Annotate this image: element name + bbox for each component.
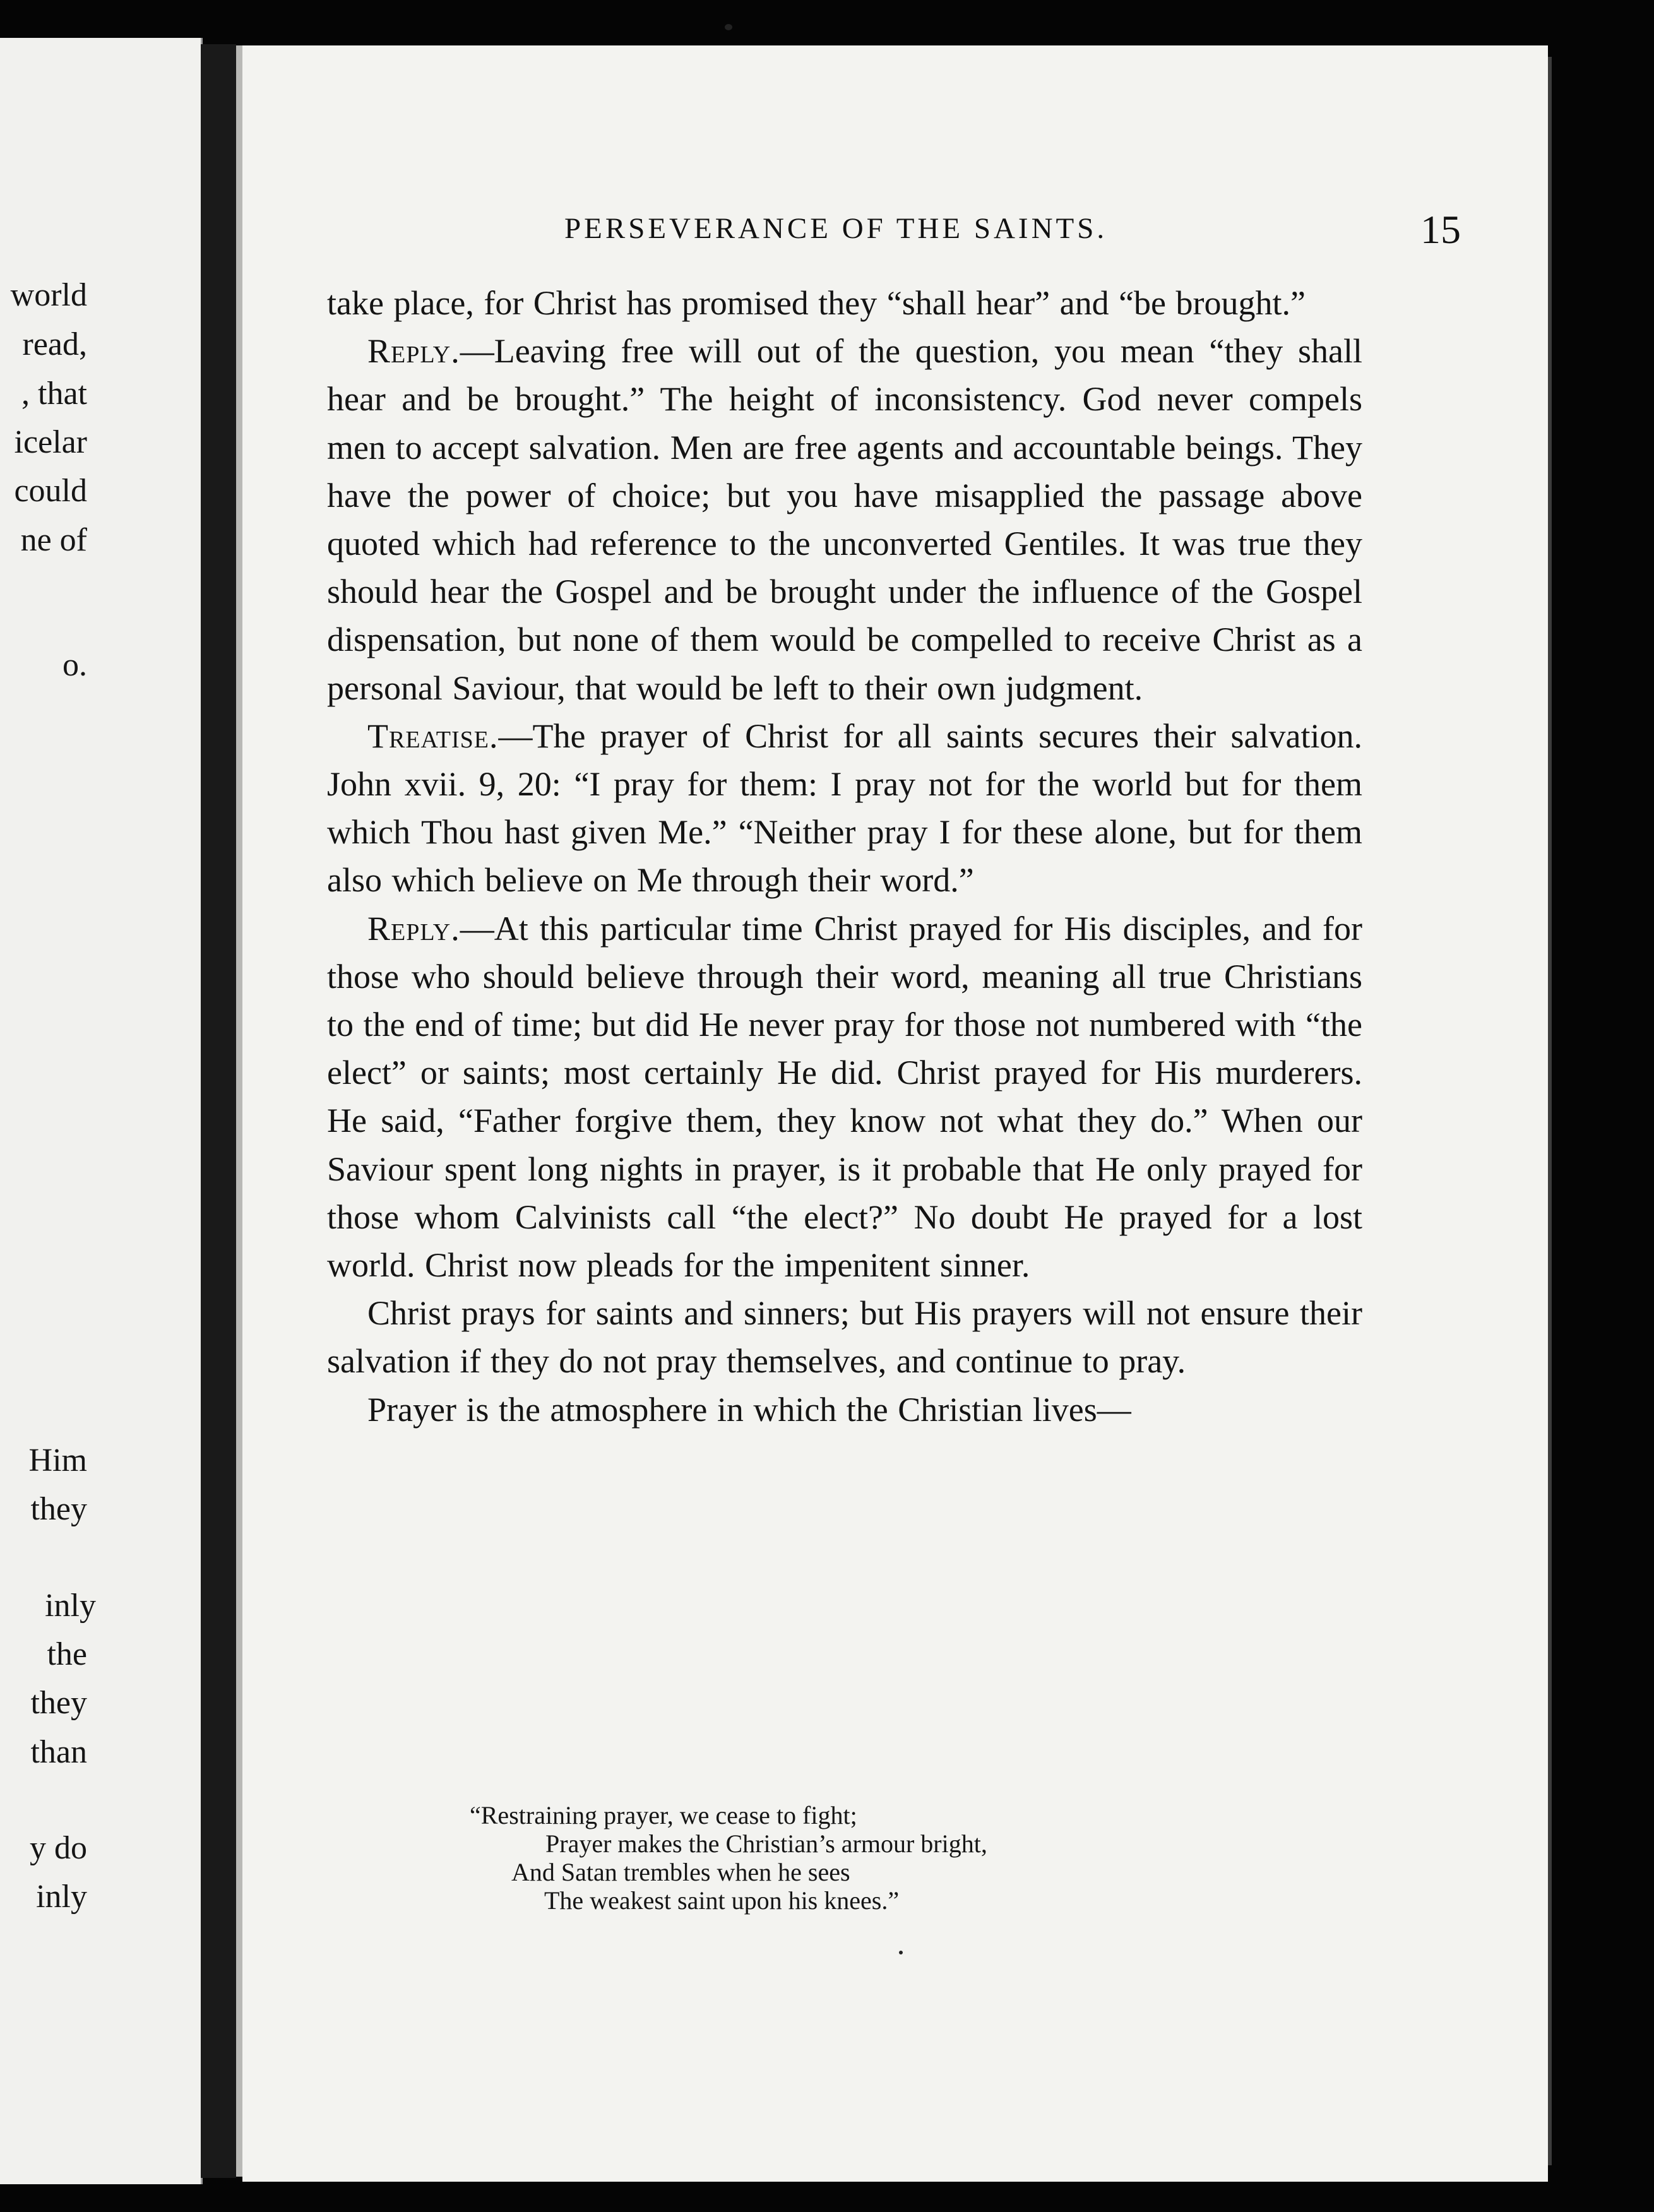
paragraph [327, 327, 1362, 712]
scan-speck [725, 24, 732, 30]
paragraph-label: Treatise. [367, 717, 499, 755]
paragraph-text: Christ prays for saints and sinners; but His prayers will not ensure their salvation if they do not pray themselves, and continue to pray. [327, 1294, 1362, 1381]
left-fragment: Him [28, 1442, 87, 1478]
paragraph-text: —Leaving free will out of the question, you mean “they shall hear and be brought.” The height of inconsistency. God never compels men to accept salvation. Men are free agents and accountable beings. They have the power of choice; but you have misapplied the passage above quoted which had reference to the unconverted Gentiles. It was true they should hear the Gospel and be brought under the influence of the Gospel dispensation, but none of them would be compelled to receive Christ as a personal Saviour, that would be left to their own judgment. [327, 332, 1362, 707]
paragraph-label: Reply. [367, 909, 460, 948]
paragraph-text: Prayer is the atmosphere in which the Christian lives— [367, 1390, 1131, 1429]
paragraph [327, 279, 1362, 327]
poem-line: The weakest saint upon his knees.” [544, 1886, 900, 1915]
paragraph [327, 1289, 1362, 1385]
paragraph [327, 905, 1362, 1290]
left-fragment: , that [21, 376, 87, 412]
paragraph-text: —At this particular time Christ prayed for His disciples, and for those who should believe through their word, meaning all true Christians to the end of time; but did He never pray for those not numbered with “the elect” or saints; most certainly He did. Christ prayed for His murderers. He said, “Father forgive them, they know not what they do.” When our Saviour spent long nights in prayer, is it probable that He only prayed for those whom Calvinists call “the elect?” No doubt He prayed for a lost world. Christ now pleads for the impenitent sinner. [327, 909, 1362, 1285]
left-fragment: than [30, 1734, 87, 1770]
paragraph [327, 712, 1362, 905]
left-fragment: they [30, 1685, 87, 1721]
page-number: 15 [1420, 207, 1461, 252]
poem-quotation [470, 1801, 987, 1915]
poem-line: Prayer makes the Christian’s armour bright, [545, 1829, 987, 1858]
left-fragment: icelar [14, 424, 87, 460]
left-fragment: y do [30, 1830, 87, 1866]
previous-page-fragment [0, 38, 203, 2184]
book-spine [201, 44, 236, 2178]
left-fragment: o. [62, 647, 87, 683]
left-fragment: inly [36, 1879, 87, 1915]
left-fragment: world [10, 277, 87, 313]
left-fragment: ne of [20, 522, 87, 558]
left-fragment: read, [22, 326, 87, 362]
left-fragment: inly [45, 1588, 96, 1624]
paragraph [327, 1386, 1362, 1434]
running-head [564, 206, 1461, 257]
poem-line: “Restraining prayer, we cease to fight; [470, 1801, 857, 1829]
running-title: PERSEVERANCE OF THE SAINTS. [564, 212, 1108, 245]
left-fragment: they [30, 1491, 87, 1527]
left-fragment: the [47, 1636, 87, 1672]
paragraph-label: Reply. [367, 332, 460, 371]
paragraph-text: —The prayer of Christ for all saints secures their salvation. John xvii. 9, 20: “I pray for them: I pray not for the world but for them which Thou hast given Me.” “Neither pray I for these alone, but for them also which believe on Me through their word.” [327, 717, 1362, 900]
left-fragment: could [14, 473, 87, 509]
poem-line: And Satan trembles when he sees [511, 1858, 850, 1886]
page-edge [1548, 57, 1552, 2165]
body-text [327, 279, 1362, 1434]
paragraph-text: take place, for Christ has promised they “shall hear” and “be brought.” [327, 284, 1306, 322]
scan-speck [899, 1951, 903, 1954]
